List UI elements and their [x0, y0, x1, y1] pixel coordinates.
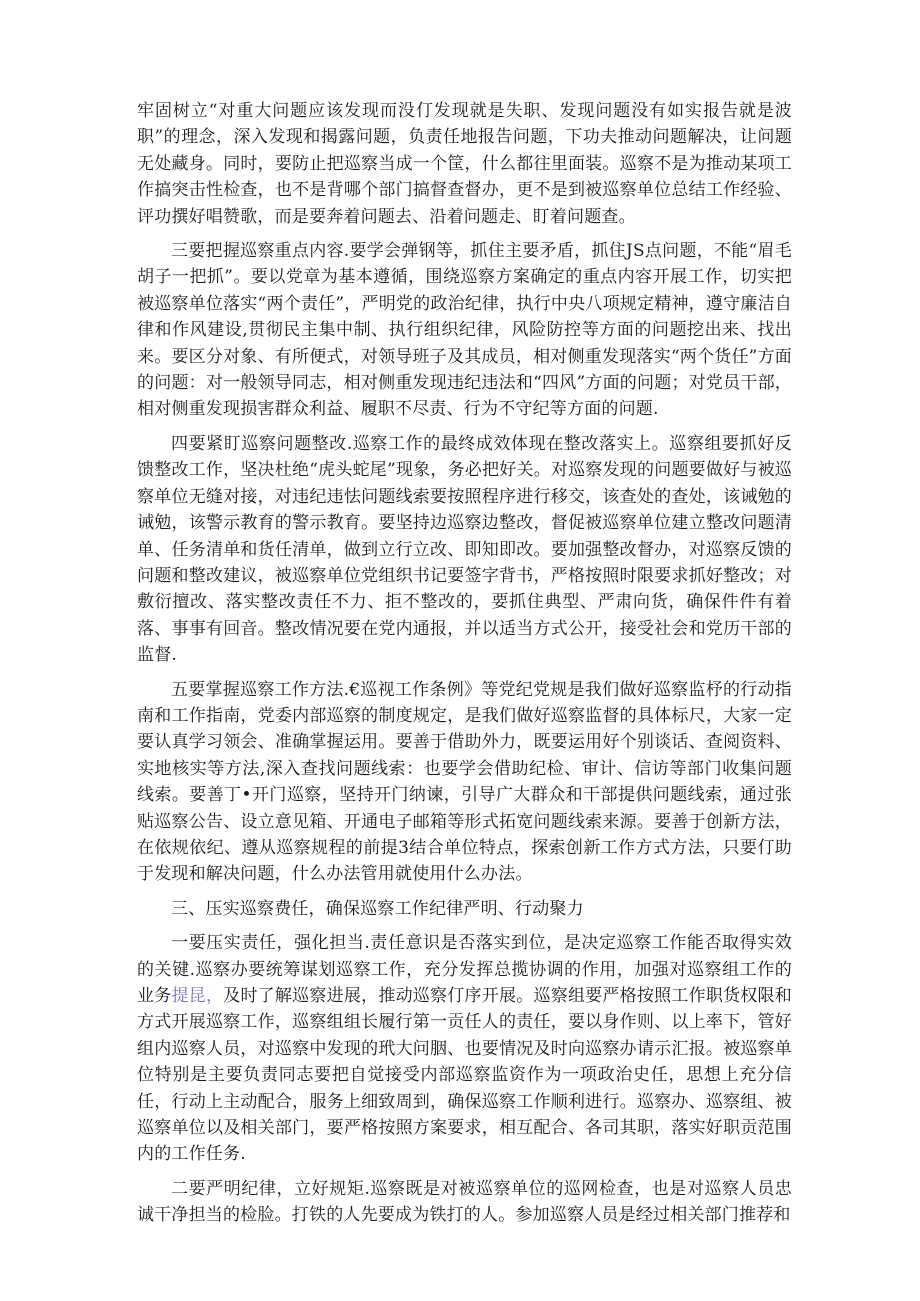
- paragraph-work-methods: 五要掌握巡察工作方法.€巡视工作条例》等党纪党规是我们做好巡察监杼的行动指南和工作指南，党委内部巡察的制度规定，是我们做好巡察监督的具体标尺，大家一定要认真学习领会、准确掌握运用。要善于借助外力，既要运用好个别谈话、查阅资料、实地核实等方法,深入查找问题线索：也要学会借助纪检、审计、信访等部门收集问题线索。要善丁•开门巡察，坚持开门纳谏，引导广大群众和干部提供问题线索，通过张贴巡察公告、设立意见箱、开通电子邮箱等形式拓宽问题线索来源。要善于创新方法，在依规依纪、遵从巡察规程的前提3结合单位特点，探索创新工作方式方法，只要仃助于发现和解决问题，什么办法管用就使用什么办法。: [137, 679, 792, 885]
- paragraph-inspection-focus: 三要把握巡察重点内容.要学会弹钢等，抓住主要矛盾，抓住JS点问题，不能“眉毛胡子一把抓”。要以党章为基本遵循，围绕巡察方案确定的重点内容开展工作，切实把被巡察单位落实“两个责任”，严明党的政治纪律，执行中央八项规定精神，遵守廉洁自律和作风建设,贯彻民主集中制、执行组织纪律，风险防控等方面的问题挖出来、找出来。要区分对象、有所便式，对领导班子及其成员，相对侧重发现落实“两个货任”方面的问题：对一般领导同志，相对侧重发现违纪违法和“四风”方面的问题；对党员干部，相对侧重发现损害群众利益、履职不尽责、行为不守纪等方面的问题.: [137, 241, 792, 420]
- section-heading-three: 三、压实巡察费任，确保巡察工作纪律严明、行动聚力: [171, 898, 584, 919]
- responsibility-text-before: 一要压实责任，强化担当.责任意识是否落实到位，是决定巡察工作能否取得实效的关键.巡察办要统筹谋划巡察工作，充分发挥总揽协调的作用，加强对巡察组工作的业务: [137, 933, 792, 1006]
- paragraph-rectification: 四要紧盯巡察问题整改.巡察工作的最终成效体现在整改落实上。巡察组要抓好反馈整改工作，坚决杜绝“虎头蛇尾”现象，务必把好关。对巡察发现的问题要做好与被巡察单位无缝对接，对违纪违怯问题线索要按照程序进行移交，该查处的查处，该诫勉的诫勉，该警示教育的警示教育。要坚持边巡察边整改，督促被巡察单位建立整改问题清单、任务清单和货任清单，做到立行立改、即知即改。要加强整改督办，对巡察反馈的问题和整改建议，被巡察单位党组织书记要签字背书，严格按照时限要求抓好整改；对敷衍擅改、落实整改责任不力、拒不整改的，要抓住典型、严肃向货，确保件件有着落、事事有回音。整改情况要在党内通报，并以适当方式公开，接受社会和党历干部的监督.: [137, 433, 792, 666]
- paragraph-continued: 牢固树立“对重大问题应该发现而没仃发现就是失职、发现问题没有如实报告就是波职”的理念，深入发现和揭露问题，负责任地报告问题，下功夫推动问题解决，让问题无处藏身。同时，要防止把巡察当成一个筐，什么都往里面装。巡察不是为推动某项工作搞突击性检查，也不是背哪个部门搞督查督办，更不是到被巡察单位总结工作经验、评功撰好唱赞歌，而是要奔着问题去、沿着问题走、盯着问题查。: [137, 101, 792, 227]
- paragraph-discipline: 二要严明纪律，立好规矩.巡察既是对被巡察单位的巡网检查，也是对巡察人员忠诚干净担当的检脸。打铁的人先要成为铁打的人。参加巡察人员是经过相关部门推荐和: [137, 1178, 792, 1226]
- paragraph-responsibility: [137, 930, 792, 1168]
- responsibility-text-after: 及时了解巡察进展，推动巡察仃序开展。巡察组要严格按照工作职货权限和方式开展巡察工作，巡察组组长履行第一贡任人的责任，要以身作则、以上率下，管好组内巡察人员，对巡察中发现的玳大问胭、也要情况及时向巡察办请示汇报。被巡察单位特别是主要负责同志要把自觉接受内部巡察监资作为一项政治史任，思想上充分信任，行动上主动配合，服务上细致周到，确保巡察工作顺利进行。巡察办、巡察组、被巡察单位以及相关部门，要严格按照方案要求，相互配合、各司其职，落实好职贡范围内的工作任务.: [137, 986, 792, 1165]
- document-page: [137, 98, 792, 1229]
- highlighted-text-link[interactable]: 提昆，: [171, 986, 224, 1006]
